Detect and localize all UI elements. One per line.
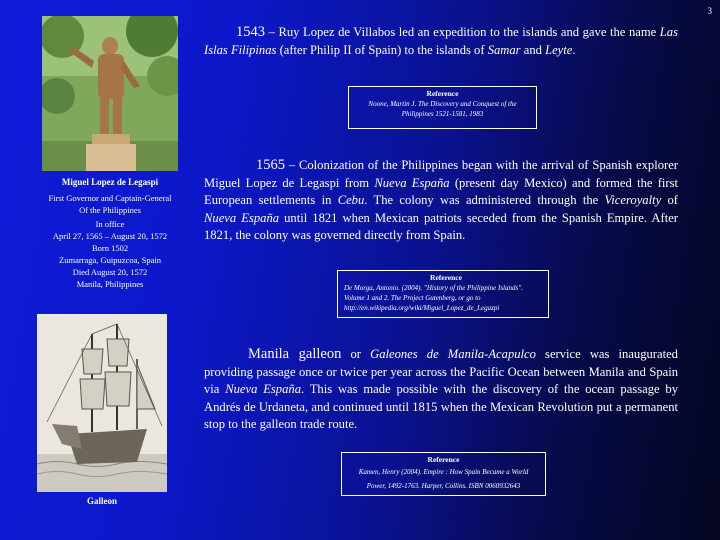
p2-text-e: . The colony was administered through the [364,193,605,207]
reference-1-line-2: Philippines 1521-1581, 1983 [401,110,484,118]
p3-galeones: Galeones de Manila-Acapulco [370,347,536,361]
p2-text-g: of [661,193,679,207]
galleon-caption: Galleon [86,496,117,506]
p3-text-f: . This was made possible with the discovery of the ocean passage by Andrés de Urdaneta, and continued until 1815 when the Mexican Revolution put a permanent stop to the galleon trade route. [204,382,678,431]
p3-nueva-espana: Nueva España [225,382,301,396]
reference-2-line-2: Volume 1 and 2. The Project Gutenberg, or go to [344,294,481,302]
p1-text-a: – Ruy Lopez de Villabos led an expedition to the islands and gave the name [265,25,660,39]
manila-galleon-term: Manila galleon [248,346,342,362]
paragraph-manila-galleon [204,346,678,434]
legazpi-deathplace: Manila, Philippines [76,279,144,289]
legazpi-born: Born 1502 [91,243,129,253]
reference-2-line-3: http://en.wikipedia.org/wiki/Miguel_Lopez_de_Legazpi [344,304,500,312]
p2-text-a: – Colonization of the Philippines began with the arrival of Spanish explorer Miguel Lopez de Legaspi from [204,158,678,190]
p2-nueva-espana-2: Nueva España [204,210,280,225]
p3-text-d: service was inaugurated providing passage once or twice per year across the Pacific Ocean between Manila and Spain via [204,347,678,396]
reference-box-2 [337,270,549,318]
p1-text-e: and [520,42,546,57]
legazpi-birthplace: Zumarraga, Guipuzcoa, Spain [59,255,161,265]
legazpi-office-dates: April 27, 1565 – August 20, 1572 [52,231,168,241]
p2-text-i: until 1821 when Mexican patriots seceded from the Spanish Empire. After 1821, the colony was governed directly from Spain. [204,210,678,242]
p1-samar: Samar [487,42,521,57]
paragraph-1565 [204,157,678,245]
year-1543: 1543 [236,24,265,40]
p2-text-c: (present day Mexico) and formed the first European settlements in [204,175,678,207]
p1-leyte: Leyte [545,42,573,57]
legazpi-caption [30,177,190,290]
p2-viceroyalty: Viceroyalty [604,193,662,207]
legazpi-name: Miguel Lopez de Legaspi [61,177,159,187]
reference-1-title: Reference [426,89,459,98]
reference-2-title: Reference [430,273,462,282]
legazpi-title-2: Of the Philippines [79,205,141,215]
paragraph-1543 [204,24,678,59]
reference-2-line-1: De Morga, Antonio. (2004). "History of the Philippine Islands". [344,284,523,292]
slide-number: 3 [707,6,712,16]
legazpi-statue-photo [42,16,178,171]
legazpi-title-1: First Governor and Captain-General [48,193,172,203]
year-1565: 1565 [256,157,285,173]
legazpi-died: Died August 20, 1572 [72,267,148,277]
galleon-engraving [37,314,167,492]
p1-text-g: . [572,42,576,57]
reference-3-line-2: Power, 1492-1763. Harper, Collins. ISBN 0060932643 [366,482,521,490]
p3-text-b: or [341,347,371,361]
reference-1-line-1: Noone, Martin J. The Discovery and Conquest of the [368,100,517,108]
p2-cebu: Cebu [337,193,365,207]
p1-islas-filipinas: Las Islas Filipinas [204,25,678,57]
legazpi-office-label: In office [95,219,125,229]
reference-box-1 [348,86,537,129]
p2-nueva-espana-1: Nueva España [374,175,450,190]
reference-3-line-1: Kamen, Henry (2004). Empire : How Spain Became a World [358,468,529,476]
p1-text-c: (after Philip II of Spain) to the islands of [276,42,488,57]
reference-3-title: Reference [427,455,460,464]
reference-box-3 [341,452,546,496]
